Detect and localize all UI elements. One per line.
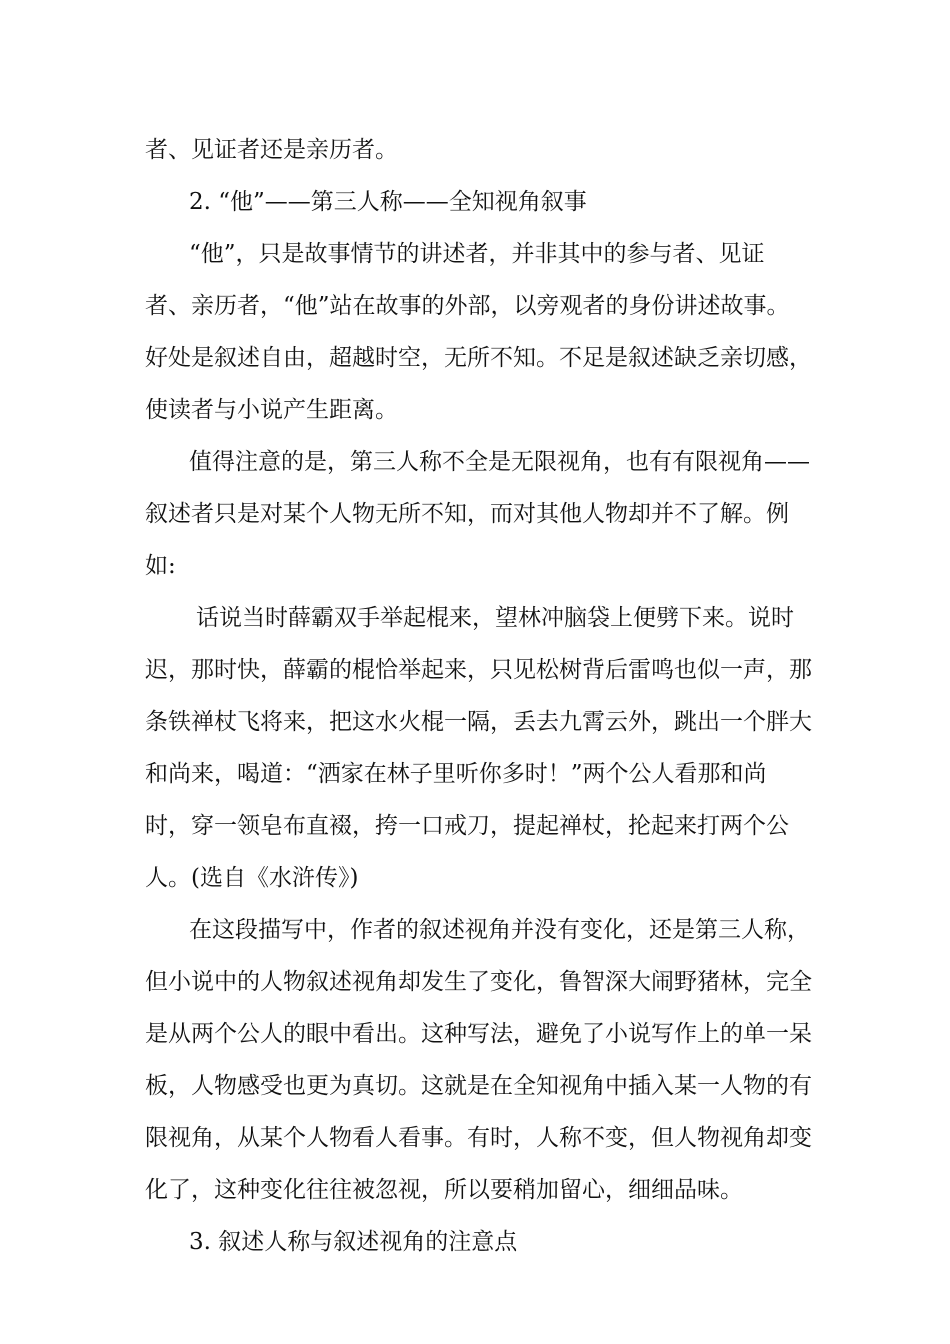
text-line bbox=[0, 280, 950, 332]
quote-line bbox=[0, 592, 950, 644]
heading-text: 3. 叙述人称与叙述视角的注意点 bbox=[189, 1229, 518, 1255]
line-text: 叙述者只是对某个人物无所不知，而对其他人物却并不了解。例 bbox=[145, 501, 789, 527]
quote-text: 迟，那时快，薛霸的棍恰举起来，只见松树背后雷鸣也似一声，那 bbox=[145, 657, 812, 683]
line-text: “他”，只是故事情节的讲述者，并非其中的参与者、见证 bbox=[189, 241, 765, 267]
section-heading bbox=[0, 176, 950, 228]
line-text: 是从两个公人的眼中看出。这种写法，避免了小说写作上的单一呆 bbox=[145, 1021, 812, 1047]
quote-line bbox=[0, 852, 950, 904]
text-line bbox=[0, 384, 950, 436]
quote-text: 人。(选自《水浒传》) bbox=[145, 865, 359, 891]
text-line bbox=[0, 540, 950, 592]
line-text: 好处是叙述自由，超越时空，无所不知。不足是叙述缺乏亲切感， bbox=[145, 345, 812, 371]
line-text: 者、亲历者，“他”站在故事的外部，以旁观者的身份讲述故事。 bbox=[145, 293, 790, 319]
text-line bbox=[0, 488, 950, 540]
text-line bbox=[0, 1060, 950, 1112]
heading-text: 2. “他”——第三人称——全知视角叙事 bbox=[189, 189, 587, 215]
text-line bbox=[0, 1008, 950, 1060]
line-text: 限视角，从某个人物看人看事。有时，人称不变，但人物视角却变 bbox=[145, 1125, 812, 1151]
line-text: 但小说中的人物叙述视角却发生了变化，鲁智深大闹野猪林，完全 bbox=[145, 969, 812, 995]
line-text: 如: bbox=[145, 553, 176, 579]
text-line bbox=[0, 1164, 950, 1216]
text-line bbox=[0, 228, 950, 280]
quote-line bbox=[0, 696, 950, 748]
line-text: 使读者与小说产生距离。 bbox=[145, 397, 398, 423]
line-text: 者、见证者还是亲历者。 bbox=[145, 137, 398, 163]
quote-text: 条铁禅杖飞将来，把这水火棍一隔，丢去九霄云外，跳出一个胖大 bbox=[145, 709, 812, 735]
text-line bbox=[0, 332, 950, 384]
quote-text: 和尚来，喝道：“洒家在林子里听你多时！”两个公人看那和尚 bbox=[145, 761, 767, 787]
text-line bbox=[0, 904, 950, 956]
text-line bbox=[0, 1112, 950, 1164]
quote-line bbox=[0, 800, 950, 852]
quote-text: 话说当时薛霸双手举起棍来，望林冲脑袋上便劈下来。说时 bbox=[196, 605, 794, 631]
line-text: 值得注意的是，第三人称不全是无限视角，也有有限视角—— bbox=[189, 449, 810, 475]
line-text: 板，人物感受也更为真切。这就是在全知视角中插入某一人物的有 bbox=[145, 1073, 812, 1099]
quote-line bbox=[0, 748, 950, 800]
text-line bbox=[0, 956, 950, 1008]
line-text: 在这段描写中，作者的叙述视角并没有变化，还是第三人称， bbox=[189, 917, 810, 943]
line-text: 化了，这种变化往往被忽视，所以要稍加留心，细细品味。 bbox=[145, 1177, 743, 1203]
quote-line bbox=[0, 644, 950, 696]
quote-text: 时，穿一领皂布直裰，挎一口戒刀，提起禅杖，抡起来打两个公 bbox=[145, 813, 789, 839]
text-line bbox=[0, 124, 950, 176]
text-line bbox=[0, 436, 950, 488]
section-heading bbox=[0, 1216, 950, 1268]
